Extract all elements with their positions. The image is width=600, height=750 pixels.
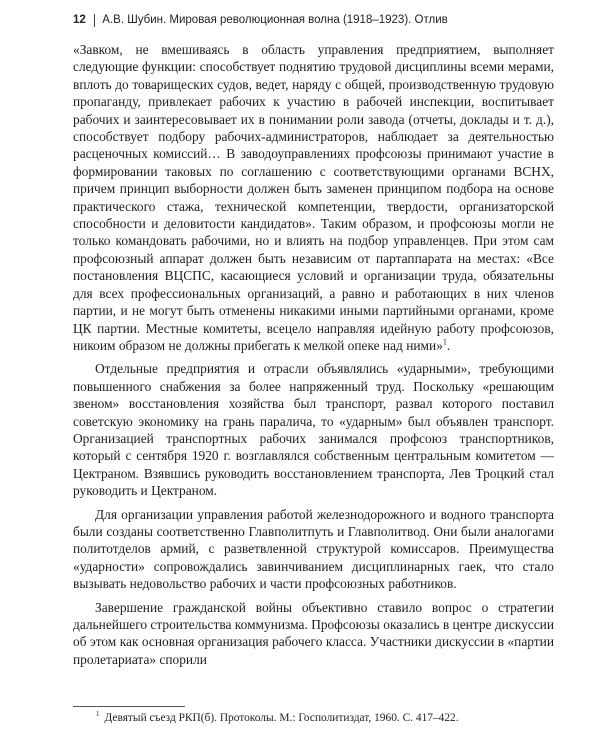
- paragraph: Отдельные предприятия и отрасли объявлялись «ударными», требующими повышенного снабжения за более напряженный труд. Поскольку «решающим звеном» восстановления хозяйства был транспорт, развал которого поставил советскую экономику на грань паралича, то «ударным» был объявлен транспорт. Организацией транспортных рабочих занимался профсоюз транспортников, который с сентября 1920 г. возглавлялся собственным центральным комитетом — Цектраном. Взявшись руководить восстановлением транспорта, Лев Троцкий стал руководить и Цектраном.: [73, 361, 554, 499]
- footnote: [96, 712, 556, 724]
- paragraph: «Завком, не вмешиваясь в область управления предприятием, выполняет следующие функции: способствует поднятию трудовой дисциплины всеми мерами, вплоть до товарищеских судов, ведет, наряду с общей, производственную трудовую пропаганду, привлекает рабочих к участию в рабочей инспекции, воспитывает рабочих и заинтересовывает их в понимании роли завода (отчеты, доклады и т. д.), способствует подбору рабочих-администраторов, наблюдает за деятельностью расценочных комиссий… В заводоуправлениях профсоюзы принимают участие в формировании таковых по соглашению с соответствующими органами ВСНХ, причем принцип выборности должен быть заменен принципом подбора на основе практического стажа, технической компетенции, твердости, организаторской способности и деловитости кандидатов». Таким образом, и профсоюзы могли не только командовать рабочими, но и влиять на подбор управленцев. При этом сам профсоюзный аппарат должен быть независим от партаппарата на местах: «Все постановления ВЦСПС, касающиеся условий и организации труда, обязательны для всех профессиональных организаций, а равно и работающих в них членов партии, и не могут быть отменены никакими иными партийными органами, кроме ЦК партии. Местные комитеты, всецело направляя идейную работу профсоюзов, никоим образом не должны прибегать к мелкой опеке над ними»$^1$.: [73, 42, 554, 353]
- footnote-marker: 1: [442, 337, 447, 347]
- header-separator: [94, 14, 96, 27]
- paragraph: Завершение гражданской войны объективно ставило вопрос о стратегии дальнейшего строительства коммунизма. Профсоюзы оказались в центре дискуссии об этом как основная организация рабочего класса. Участники дискуссии в «партии пролетариата» спорили: [73, 599, 554, 667]
- paragraph-text: «Завком, не вмешиваясь в область управления предприятием, выполняет следующие функции: способствует поднятию трудовой дисциплины всеми мерами, вплоть до товарищеских судов, ведет, наряду с общей, производственную трудовую пропаганду, привлекает рабочих к участию в рабочей инспекции, воспитывает рабочих и заинтересовывает их в понимании роли завода (отчеты, доклады и т. д.), способствует подбору рабочих-администраторов, наблюдает за деятельностью расценочных комиссий… В заводоуправлениях профсоюзы принимают участие в формировании таковых по соглашению с соответствующими органами ВСНХ, причем принцип выборности должен быть заменен принципом подбора на основе практического стажа, технической компетенции, твердости, организаторской способности и деловитости кандидатов». Таким образом, и профсоюзы могли не только командовать рабочими, но и влиять на подбор управленцев. При этом сам профсоюзный аппарат должен быть независим от партаппарата на местах: «Все постановления ВЦСПС, касающиеся условий и организации труда, обязательны для всех профессиональных организаций, а равно и работающих в них членов партии, и не могут быть отменены никакими иными партийными органами, кроме ЦК партии. Местные комитеты, всецело направляя идейную работу профсоюзов, никоим образом не должны прибегать к мелкой опеке над ними»: [73, 42, 554, 353]
- footnote-number: 1: [96, 710, 100, 719]
- paragraph: Для организации управления работой железнодорожного и водного транспорта были созданы соответственно Главполитпуть и Главполитвод. Они были аналогами политотделов армий, с разветвленной структурой комиссаров. Преимущества «ударности» сопровождались завинчиванием дисциплинарных гаек, что стало вызывать недовольство рабочих и части профсоюзных работников.: [73, 506, 554, 592]
- body-text: [73, 41, 554, 668]
- page-number: 12: [73, 14, 86, 26]
- footnote-text: Девятый съезд РКП(б). Протоколы. М.: Госполитиздат, 1960. С. 417–422.: [104, 712, 459, 724]
- running-header: [73, 10, 553, 30]
- running-title: А.В. Шубин. Мировая революционная волна (1918–1923). Отлив: [102, 14, 448, 26]
- footnote-rule: [73, 706, 185, 707]
